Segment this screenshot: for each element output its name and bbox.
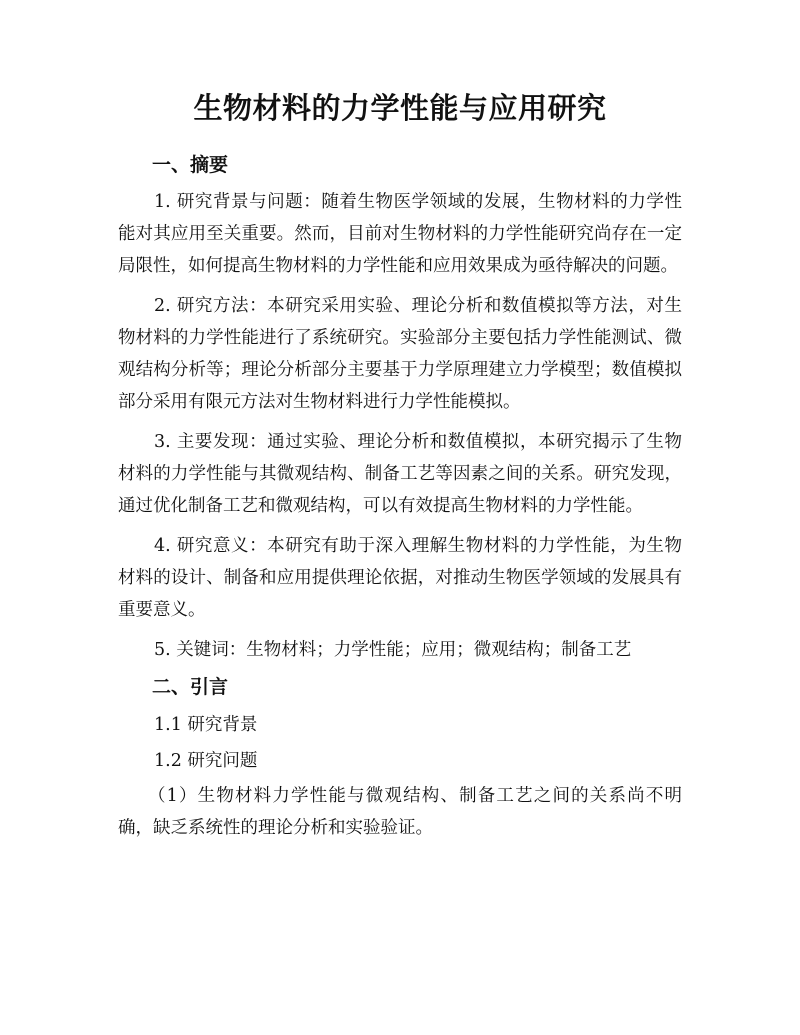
abstract-paragraph-methods: 2. 研究方法：本研究采用实验、理论分析和数值模拟等方法，对生物材料的力学性能进行了系统研究。实验部分主要包括力学性能测试、微观结构分析等；理论分析部分主要基于力学原理建立力学模型；数值模拟部分采用有限元方法对生物材料进行力学性能模拟。 bbox=[118, 296, 682, 412]
document-title: 生物材料的力学性能与应用研究 bbox=[193, 91, 607, 125]
research-question-item-1: （1）生物材料力学性能与微观结构、制备工艺之间的关系尚不明确，缺乏系统性的理论分析和实验验证。 bbox=[118, 786, 682, 838]
abstract-paragraph-keywords: 5. 关键词：生物材料；力学性能；应用；微观结构；制备工艺 bbox=[154, 640, 632, 660]
subsection-research-questions: 1.2 研究问题 bbox=[154, 751, 258, 771]
section-heading-introduction: 二、引言 bbox=[152, 676, 229, 698]
abstract-paragraph-background: 1. 研究背景与问题：随着生物医学领域的发展，生物材料的力学性能对其应用至关重要。然而，目前对生物材料的力学性能研究尚存在一定局限性，如何提高生物材料的力学性能和应用效果成为亟待解决的问题。 bbox=[118, 192, 682, 276]
subsection-research-background: 1.1 研究背景 bbox=[154, 715, 258, 735]
section-heading-abstract: 一、摘要 bbox=[152, 154, 229, 176]
abstract-paragraph-findings: 3. 主要发现：通过实验、理论分析和数值模拟，本研究揭示了生物材料的力学性能与其微观结构、制备工艺等因素之间的关系。研究发现，通过优化制备工艺和微观结构，可以有效提高生物材料的力学性能。 bbox=[118, 432, 682, 516]
abstract-paragraph-significance: 4. 研究意义：本研究有助于深入理解生物材料的力学性能，为生物材料的设计、制备和应用提供理论依据，对推动生物医学领域的发展具有重要意义。 bbox=[118, 536, 682, 620]
